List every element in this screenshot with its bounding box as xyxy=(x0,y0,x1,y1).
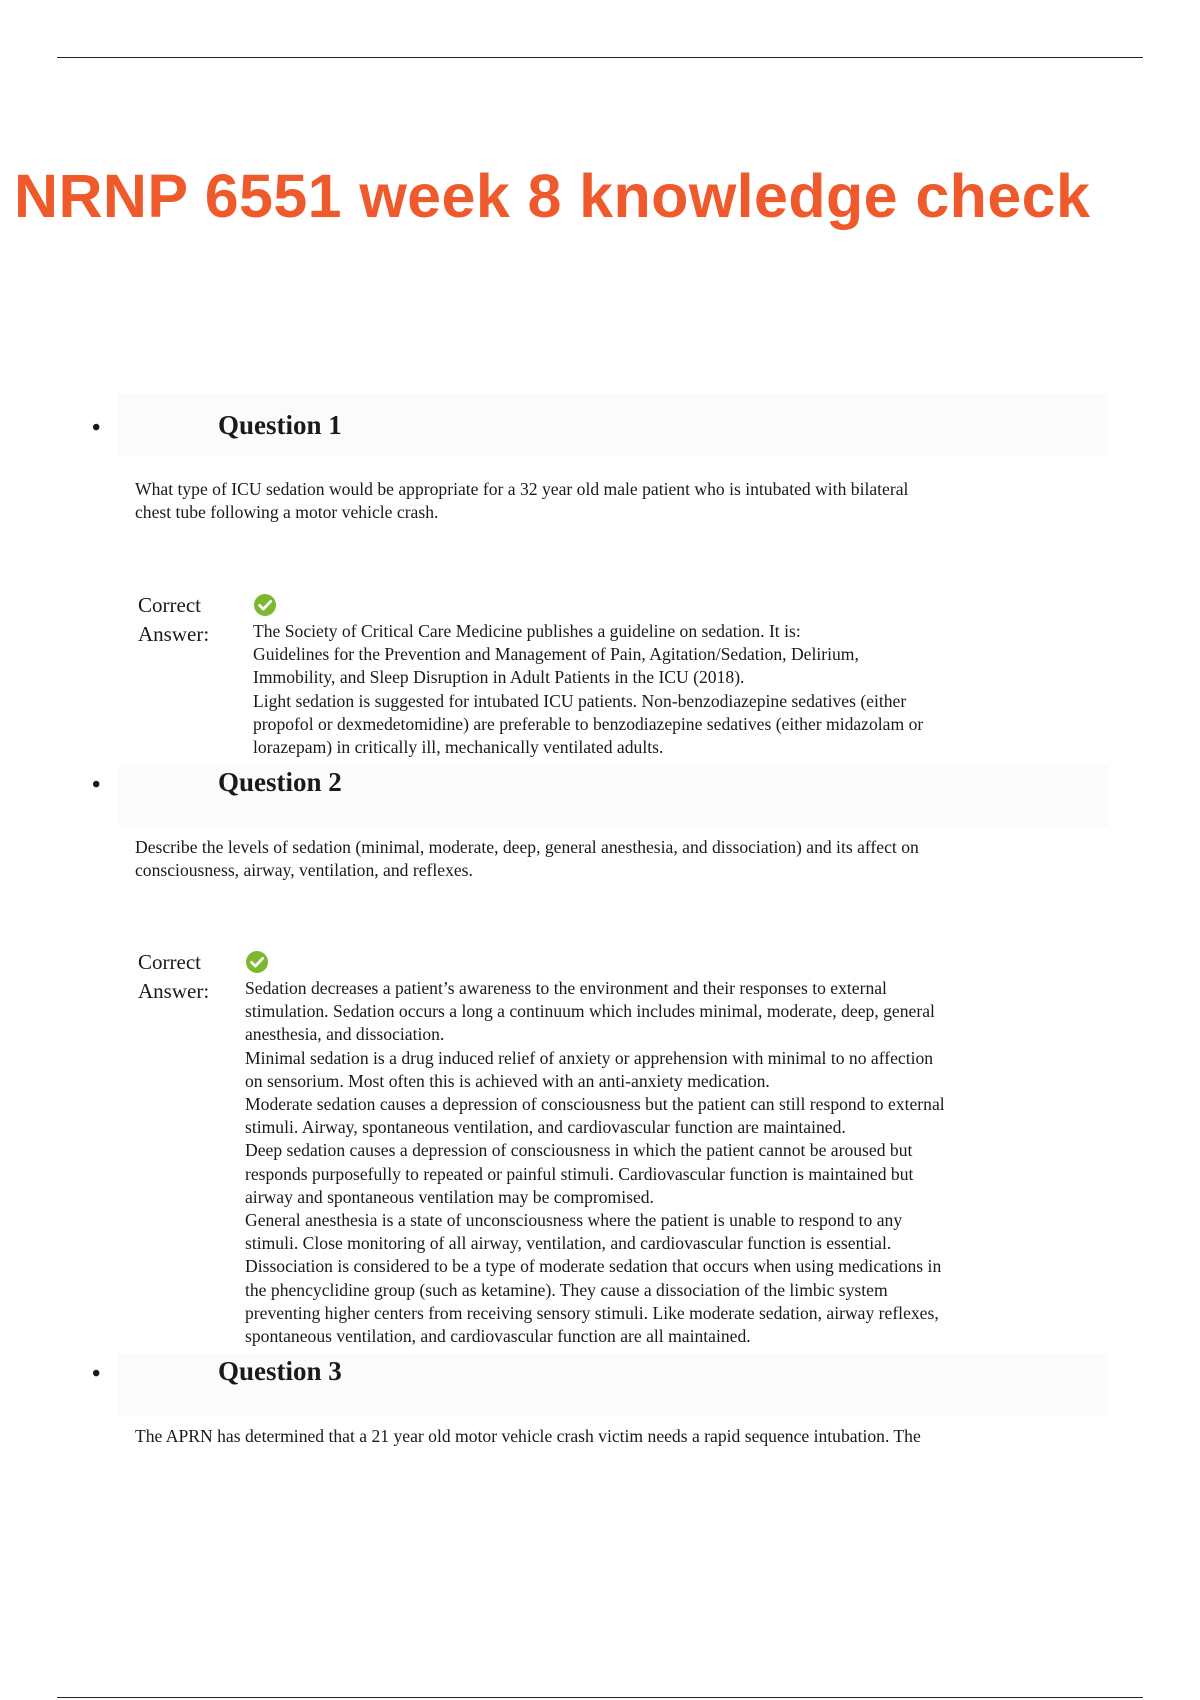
answer-line: Light sedation is suggested for intubated ICU patients. Non-benzodiazepine sedatives (either xyxy=(253,690,907,711)
answer-line: lorazepam) in critically ill, mechanically ventilated adults. xyxy=(253,737,664,758)
answer-line: responds purposefully to repeated or painful stimuli. Cardiovascular function is maintained but xyxy=(245,1163,914,1184)
question-1-answer-label xyxy=(138,591,209,649)
question-2-bullet: • xyxy=(92,772,101,798)
answer-line: preventing higher centers from receiving sensory stimuli. Like moderate sedation, airway reflexes, xyxy=(245,1302,939,1323)
answer-line: airway and spontaneous ventilation may be compromised. xyxy=(245,1186,654,1207)
answer-line: Sedation decreases a patient’s awareness to the environment and their responses to external xyxy=(245,978,887,998)
answer-label-correct: Correct xyxy=(138,950,201,974)
answer-line: General anesthesia is a state of unconsciousness where the patient is unable to respond to any xyxy=(245,1210,903,1231)
answer-line: Moderate sedation causes a depression of consciousness but the patient can still respond to external xyxy=(245,1094,945,1115)
answer-line: Guidelines for the Prevention and Management of Pain, Agitation/Sedation, Delirium, xyxy=(253,644,859,665)
answer-line: stimuli. Close monitoring of all airway, ventilation, and cardiovascular function is essential. xyxy=(245,1233,892,1254)
question-1-text-line: What type of ICU sedation would be appropriate for a 32 year old male patient who is intubated with bilateral xyxy=(135,479,909,499)
header-rule xyxy=(57,57,1143,58)
question-2-answer-label xyxy=(138,948,209,1006)
question-2-text xyxy=(135,836,1055,882)
answer-line: stimuli. Airway, spontaneous ventilation, and cardiovascular function are maintained. xyxy=(245,1117,846,1138)
answer-line: Dissociation is considered to be a type of moderate sedation that occurs when using medications in xyxy=(245,1256,942,1277)
question-1-title: Question 1 xyxy=(218,410,342,440)
answer-line: Deep sedation causes a depression of consciousness in which the patient cannot be aroused but xyxy=(245,1140,913,1161)
check-circle-icon xyxy=(245,950,269,974)
question-2-title: Question 2 xyxy=(218,767,342,797)
answer-line: on sensorium. Most often this is achieved with an anti-anxiety medication. xyxy=(245,1070,770,1091)
answer-label-answer: Answer: xyxy=(138,622,210,646)
check-circle-icon xyxy=(253,593,277,617)
document-title: NRNP 6551 week 8 knowledge check xyxy=(14,162,1091,230)
answer-line: spontaneous ventilation, and cardiovascular function are all maintained. xyxy=(245,1326,751,1347)
question-1-bullet: • xyxy=(92,415,101,441)
question-1-text-line: chest tube following a motor vehicle crash. xyxy=(135,502,439,522)
question-3-text-line: The APRN has determined that a 21 year old motor vehicle crash victim needs a rapid sequence intubation. The xyxy=(135,1426,921,1446)
answer-line: anesthesia, and dissociation. xyxy=(245,1024,445,1045)
question-2-text-line: Describe the levels of sedation (minimal, moderate, deep, general anesthesia, and dissociation) and its affect on xyxy=(135,837,919,857)
answer-line: The Society of Critical Care Medicine publishes a guideline on sedation. It is: xyxy=(253,621,801,641)
question-2-text-line: consciousness, airway, ventilation, and reflexes. xyxy=(135,860,473,880)
answer-line: propofol or dexmedetomidine) are preferable to benzodiazepine sedatives (either midazolam or xyxy=(253,713,924,734)
question-3-text xyxy=(135,1425,1055,1448)
question-3-bullet: • xyxy=(92,1361,101,1387)
question-1-text xyxy=(135,478,1055,524)
question-2-answer-body xyxy=(245,977,945,1348)
question-1-answer-body xyxy=(253,620,923,759)
answer-line: Immobility, and Sleep Disruption in Adult Patients in the ICU (2018). xyxy=(253,667,745,688)
question-3-title: Question 3 xyxy=(218,1356,342,1386)
answer-line: Minimal sedation is a drug induced relief of anxiety or apprehension with minimal to no affection xyxy=(245,1047,934,1068)
answer-label-correct: Correct xyxy=(138,593,201,617)
answer-line: stimulation. Sedation occurs a long a continuum which includes minimal, moderate, deep, general xyxy=(245,1001,935,1022)
answer-line: the phencyclidine group (such as ketamine). They cause a dissociation of the limbic system xyxy=(245,1279,888,1300)
answer-label-answer: Answer: xyxy=(138,979,210,1003)
footer-rule xyxy=(57,1697,1143,1698)
